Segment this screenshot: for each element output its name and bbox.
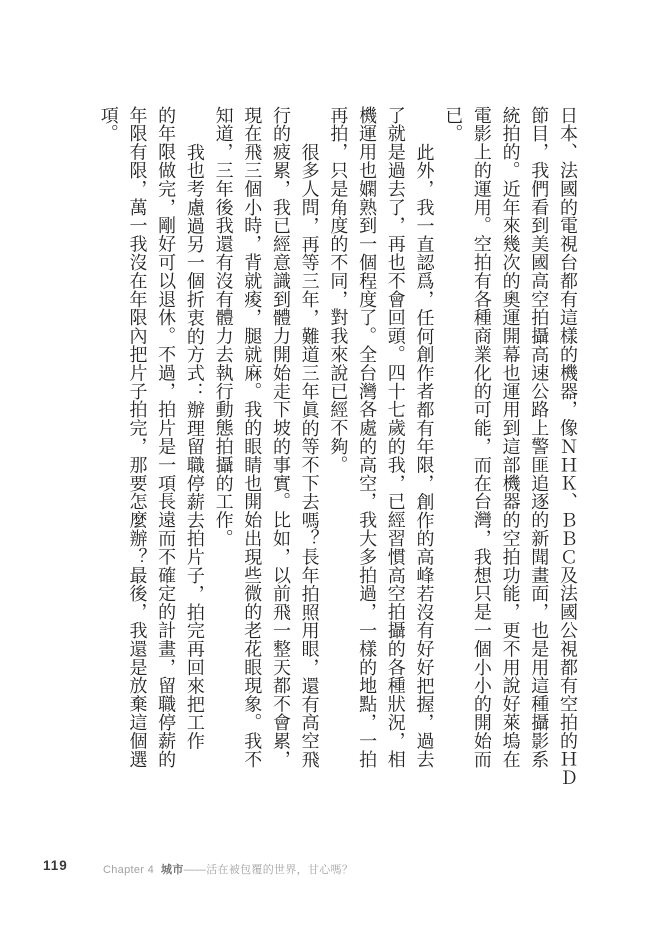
text-line: 節目，我們看到美國高空拍攝高速公路上警匪追逐的新聞畫面，也是用這種攝影系 — [528, 106, 550, 769]
body-text — [93, 106, 581, 792]
text-line: 行的疲累，我已經意識到體力開始走下坡的事實。比如，以前飛一整天都不會累， — [269, 106, 291, 769]
text-line: 機運用也嫻熟到一個程度了。全台灣各處的高空，我大多拍過，一樣的地點，一拍 — [356, 106, 378, 769]
chapter-name: 城市 — [161, 864, 184, 876]
text-line: 很多人問，再等三年，難道三年眞的等不下去嗎？長年拍照用眼，還有高空飛 — [298, 143, 320, 769]
chapter-label: Chapter 4 — [103, 864, 155, 876]
text-line: 電影上的運用。空拍有各種商業化的可能，而在台灣，我想只是一個小小的開始而 — [470, 106, 492, 769]
chapter-subtitle: ——活在被包覆的世界，甘心嗎？ — [183, 864, 354, 876]
text-line: 知道，三年後我還有沒有體力去執行動態拍攝的工作。 — [212, 106, 234, 548]
text-line: 了就是過去了，再也不會回頭。四十七歲的我，已經習慣高空拍攝的各種狀況，相 — [384, 106, 406, 769]
text-line: 再拍，只是角度的不同，對我來說已經不夠。 — [327, 106, 349, 474]
text-line: 現在飛三個小時，背就痠，腿就麻。我的眼睛也開始出現些微的老花眼現象。我不 — [241, 106, 263, 769]
text-line: 日本、法國的電視台都有這樣的機器，像ＮＨＫ、ＢＢＣ及法國公視都有空拍的ＨＤ — [557, 106, 578, 787]
text-line: 的年限做完，剛好可以退休。不過，拍片是一項長遠而不確定的計畫，留職停薪的 — [155, 106, 177, 769]
text-line: 此外，我一直認爲，任何創作者都有年限，創作的高峰若沒有好好把握，過去 — [413, 143, 435, 769]
text-line: 統拍的。近年來幾次的奧運開幕也運用到這部機器的空拍功能，更不用說好萊塢在 — [499, 106, 521, 769]
text-line: 已。 — [442, 106, 464, 143]
running-footer — [103, 861, 353, 877]
text-line: 我也考慮過另一個折衷的方式：辦理留職停薪去拍片子，拍完再回來把工作 — [183, 143, 205, 751]
page-number: 119 — [43, 858, 68, 873]
text-line: 項。 — [97, 106, 119, 143]
text-line: 年限有限，萬一我沒在年限內把片子拍完，那要怎麼辦？最後，我還是放棄這個選 — [126, 106, 148, 769]
